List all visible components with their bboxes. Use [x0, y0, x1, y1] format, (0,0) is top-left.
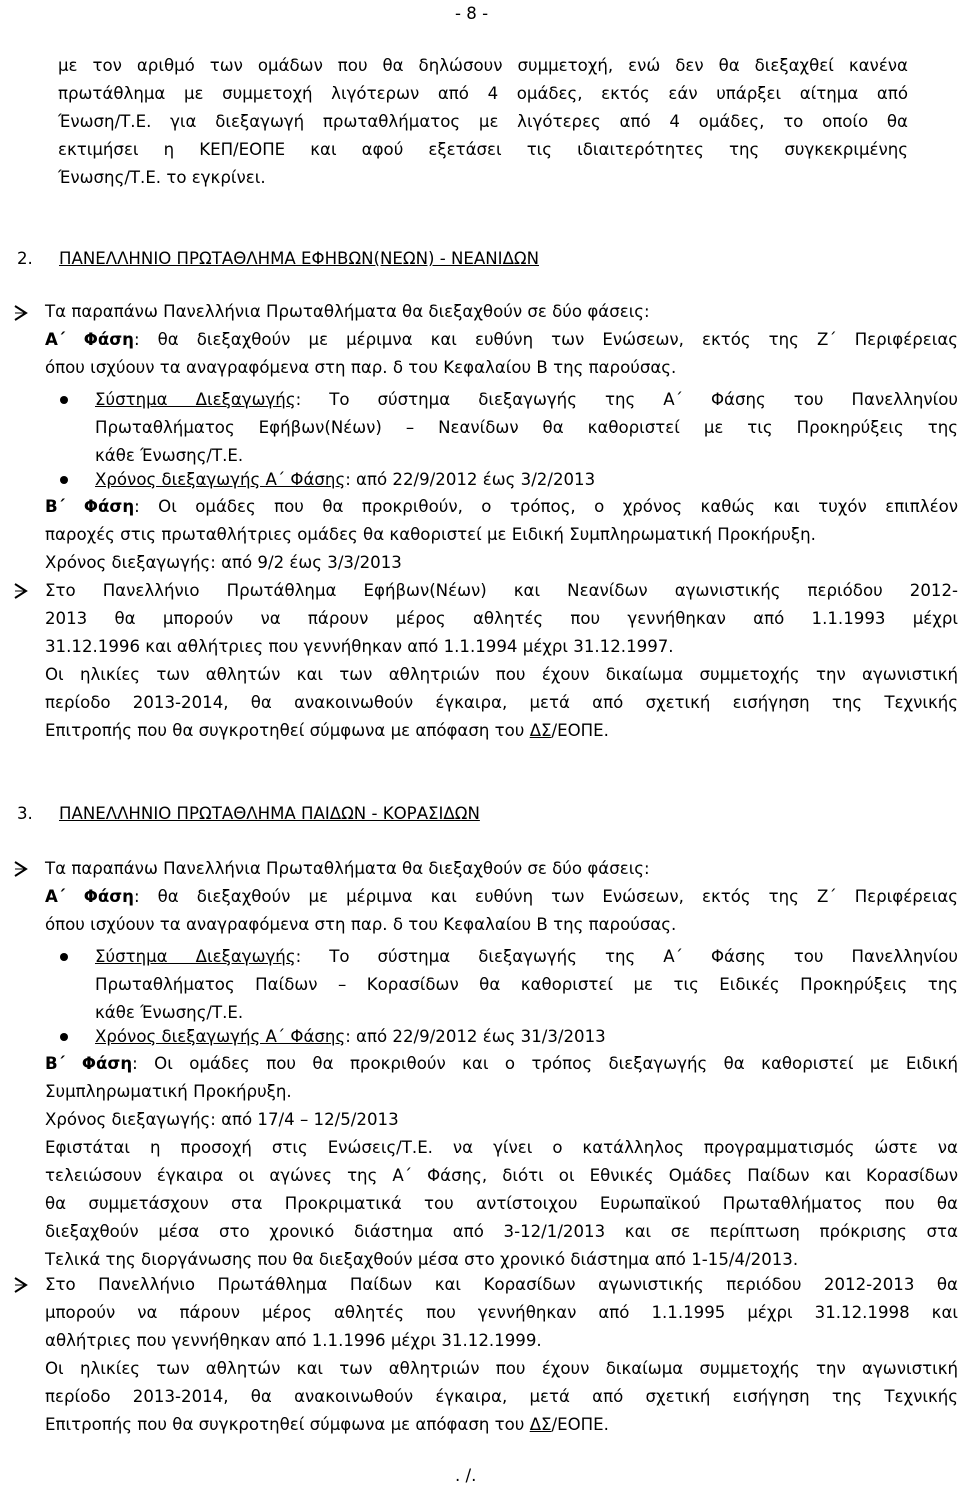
ages-block	[45, 577, 958, 745]
intro-line: εκτιμήσει η ΚΕΠ/ΕΟΠΕ και αφού εξετάσει τις ιδιαιτερότητες της συγκεκριμένης	[58, 140, 908, 159]
ages-note-line: Οι ηλικίες των αθλητών και των αθλητριών που έχουν δικαίωμα συμμετοχής την αγωνιστική	[45, 665, 958, 684]
section-3-heading	[17, 800, 480, 828]
phase-b-time: Χρόνος διεξαγωγής: από 9/2 έως 3/3/2013	[45, 553, 402, 572]
ages-note-text: Επιτροπής που θα συγκροτηθεί σύμφωνα με απόφαση του	[45, 721, 530, 740]
page-number: - 8 -	[455, 4, 489, 23]
ages-note-line: περίοδο 2013-2014, θα ανακοινωθούν έγκαιρα, μετά από σχετική εισήγηση της Τεχνικής	[45, 1387, 958, 1406]
intro-paragraph	[58, 52, 908, 192]
time-bullet	[95, 466, 958, 494]
system-line	[95, 943, 958, 971]
intro-line: πρωτάθλημα με συμμετοχή λιγότερων από 4 ομάδες, εκτός εάν υπάρξει αίτημα από	[58, 84, 908, 103]
ages-line: 2013 θα μπορούν να πάρουν μέρος αθλητές που γεννήθηκαν από 1.1.1993 μέχρι	[45, 609, 958, 628]
notice-line: Τελικά της διοργάνωσης που θα διεξαχθούν μέσα στο χρονικό διάστημα από 1-15/4/2013.	[45, 1250, 799, 1269]
phase-a-line	[45, 883, 958, 911]
ages-line: 31.12.1996 και αθλήτριες που γεννήθηκαν από 1.1.1994 μέχρι 31.12.1997.	[45, 637, 674, 656]
bullet-dot-icon	[60, 1033, 68, 1041]
ages-note-text: Επιτροπής που θα συγκροτηθεί σύμφωνα με απόφαση του	[45, 1415, 530, 1434]
time-text: : από 22/9/2012 έως 31/3/2013	[345, 1027, 606, 1046]
system-text: : Το σύστημα διεξαγωγής της Α΄ Φάσης του Πανελληνίου	[295, 947, 958, 966]
ages-line: Στο Πανελλήνιο Πρωτάθλημα Παίδων και Κορασίδων αγωνιστικής περιόδου 2012-2013 θα	[45, 1275, 958, 1294]
bullet-dot-icon	[60, 953, 68, 961]
ages-line: μπορούν να πάρουν μέρος αθλητές που γεννήθηκαν από 1.1.1995 μέχρι 31.12.1998 και	[45, 1303, 958, 1322]
phase-a-line	[45, 326, 958, 354]
ages-note-text: /ΕΟΠΕ.	[551, 1415, 609, 1434]
time-bullet	[95, 1023, 958, 1051]
phase-b-label: Β΄ Φάση	[45, 497, 135, 516]
phase-b-block	[45, 1050, 958, 1274]
arrow-bullet-icon	[12, 304, 30, 322]
ages-line: αθλήτριες που γεννήθηκαν από 1.1.1996 μέχρι 31.12.1999.	[45, 1331, 542, 1350]
ages-note-line	[45, 1411, 958, 1439]
notice-line: Εφιστάται η προσοχή στις Ενώσεις/Τ.Ε. να γίνει ο κατάλληλος προγραμματισμός ώστε να	[45, 1138, 958, 1157]
system-bullet	[95, 943, 958, 1027]
time-line	[95, 466, 958, 494]
ds-abbr: ΔΣ	[529, 1415, 552, 1434]
phase-a-line: όπου ισχύουν τα αναγραφόμενα στη παρ. δ του Κεφαλαίου Β της παρούσας.	[45, 358, 677, 377]
phase-b-text: : Οι ομάδες που θα προκριθούν, ο τρόπος, ο χρόνος καθώς και τυχόν επιπλέον	[134, 497, 958, 516]
ages-note-text: /ΕΟΠΕ.	[551, 721, 609, 740]
ages-note-line: Οι ηλικίες των αθλητών και των αθλητριών που έχουν δικαίωμα συμμετοχής την αγωνιστική	[45, 1359, 958, 1378]
bullet-dot-icon	[60, 396, 68, 404]
intro-line: με τον αριθμό των ομάδων που θα δηλώσουν συμμετοχή, ενώ δεν θα διεξαχθεί κανένα	[58, 56, 908, 75]
section-2-heading	[17, 245, 539, 273]
system-line: κάθε Ένωσης/Τ.Ε.	[95, 1003, 244, 1022]
system-line: Πρωταθλήματος Παίδων – Κορασίδων θα καθοριστεί με τις Ειδικές Προκηρύξεις της	[95, 975, 958, 994]
system-label: Σύστημα Διεξαγωγής	[95, 947, 296, 966]
section-title: ΠΑΝΕΛΛΗΝΙΟ ΠΡΩΤΑΘΛΗΜΑ ΕΦΗΒΩΝ(ΝΕΩΝ) - ΝΕΑΝΙΔΩΝ	[59, 249, 540, 268]
phase-b-label: Β΄ Φάση	[45, 1054, 133, 1073]
arrow-bullet-icon	[12, 582, 30, 600]
phases-intro: Τα παραπάνω Πανελλήνια Πρωταθλήματα θα διεξαχθούν σε δύο φάσεις:	[45, 302, 650, 321]
time-label: Χρόνος διεξαγωγής Α΄ Φάσης	[95, 1027, 346, 1046]
bullet-dot-icon	[60, 476, 68, 484]
time-line	[95, 1023, 958, 1051]
phase-b-text: : Οι ομάδες που θα προκριθούν και ο τρόπος διεξαγωγής θα καθοριστεί με Ειδική	[132, 1054, 958, 1073]
ages-note-line	[45, 717, 958, 745]
section-3-phases	[45, 855, 958, 939]
phase-b-line: παροχές στις πρωταθλήτριες ομάδες θα καθοριστεί με Ειδική Συμπληρωματική Προκήρυξη.	[45, 525, 816, 544]
arrow-bullet-icon	[12, 1276, 30, 1294]
phase-a-line: όπου ισχύουν τα αναγραφόμενα στη παρ. δ του Κεφαλαίου Β της παρούσας.	[45, 915, 677, 934]
phase-b-line	[45, 1050, 958, 1078]
system-label: Σύστημα Διεξαγωγής	[95, 390, 296, 409]
time-label: Χρόνος διεξαγωγής Α΄ Φάσης	[95, 470, 346, 489]
notice-line: τελειώσουν έγκαιρα οι αγώνες της Α΄ Φάσης, διότι οι Εθνικές Ομάδες Παίδων και Κορασίδων	[45, 1166, 958, 1185]
system-bullet	[95, 386, 958, 470]
phase-a-text: : θα διεξαχθούν με μέριμνα και ευθύνη των Ενώσεων, εκτός της Ζ΄ Περιφέρειας	[133, 330, 958, 349]
notice-line: διεξαχθούν μέσα στο χρονικό διάστημα από 3-12/1/2013 και σε περίπτωση πρόκρισης στα	[45, 1222, 958, 1241]
phases-intro: Τα παραπάνω Πανελλήνια Πρωταθλήματα θα διεξαχθούν σε δύο φάσεις:	[45, 859, 650, 878]
arrow-bullet-icon	[12, 860, 30, 878]
phase-a-label: Α΄ Φάση	[45, 887, 134, 906]
intro-line: Ένωση/Τ.Ε. για διεξαγωγή πρωταθλήματος με λιγότερες από 4 ομάδες, το οποίο θα	[58, 112, 908, 131]
notice-line: θα συμμετάσχουν στα Προκριματικά του αντίστοιχου Ευρωπαϊκού Πρωταθλήματος που θα	[45, 1194, 958, 1213]
ages-block	[45, 1271, 958, 1439]
end-mark: . /.	[455, 1466, 477, 1485]
intro-line: Ένωσης/Τ.Ε. το εγκρίνει.	[58, 168, 266, 187]
section-number: 2.	[17, 249, 33, 268]
phase-b-line	[45, 493, 958, 521]
ages-line: Στο Πανελλήνιο Πρωτάθλημα Εφήβων(Νέων) και Νεανίδων αγωνιστικής περιόδου 2012-	[45, 581, 958, 600]
system-line	[95, 386, 958, 414]
section-2-phases	[45, 298, 958, 382]
phase-a-text: : θα διεξαχθούν με μέριμνα και ευθύνη των Ενώσεων, εκτός της Ζ΄ Περιφέρειας	[133, 887, 958, 906]
phase-b-block	[45, 493, 958, 577]
system-line: κάθε Ένωσης/Τ.Ε.	[95, 446, 244, 465]
ages-note-line: περίοδο 2013-2014, θα ανακοινωθούν έγκαιρα, μετά από σχετική εισήγηση της Τεχνικής	[45, 693, 958, 712]
phase-b-time: Χρόνος διεξαγωγής: από 17/4 – 12/5/2013	[45, 1110, 399, 1129]
ds-abbr: ΔΣ	[529, 721, 552, 740]
phase-a-label: Α΄ Φάση	[45, 330, 134, 349]
system-text: : Το σύστημα διεξαγωγής της Α΄ Φάσης του Πανελληνίου	[295, 390, 958, 409]
section-title: ΠΑΝΕΛΛΗΝΙΟ ΠΡΩΤΑΘΛΗΜΑ ΠΑΙΔΩΝ - ΚΟΡΑΣΙΔΩΝ	[59, 804, 480, 823]
time-text: : από 22/9/2012 έως 3/2/2013	[345, 470, 596, 489]
phase-b-line: Συμπληρωματική Προκήρυξη.	[45, 1082, 292, 1101]
section-number: 3.	[17, 804, 33, 823]
system-line: Πρωταθλήματος Εφήβων(Νέων) – Νεανίδων θα καθοριστεί με τις Προκηρύξεις της	[95, 418, 958, 437]
